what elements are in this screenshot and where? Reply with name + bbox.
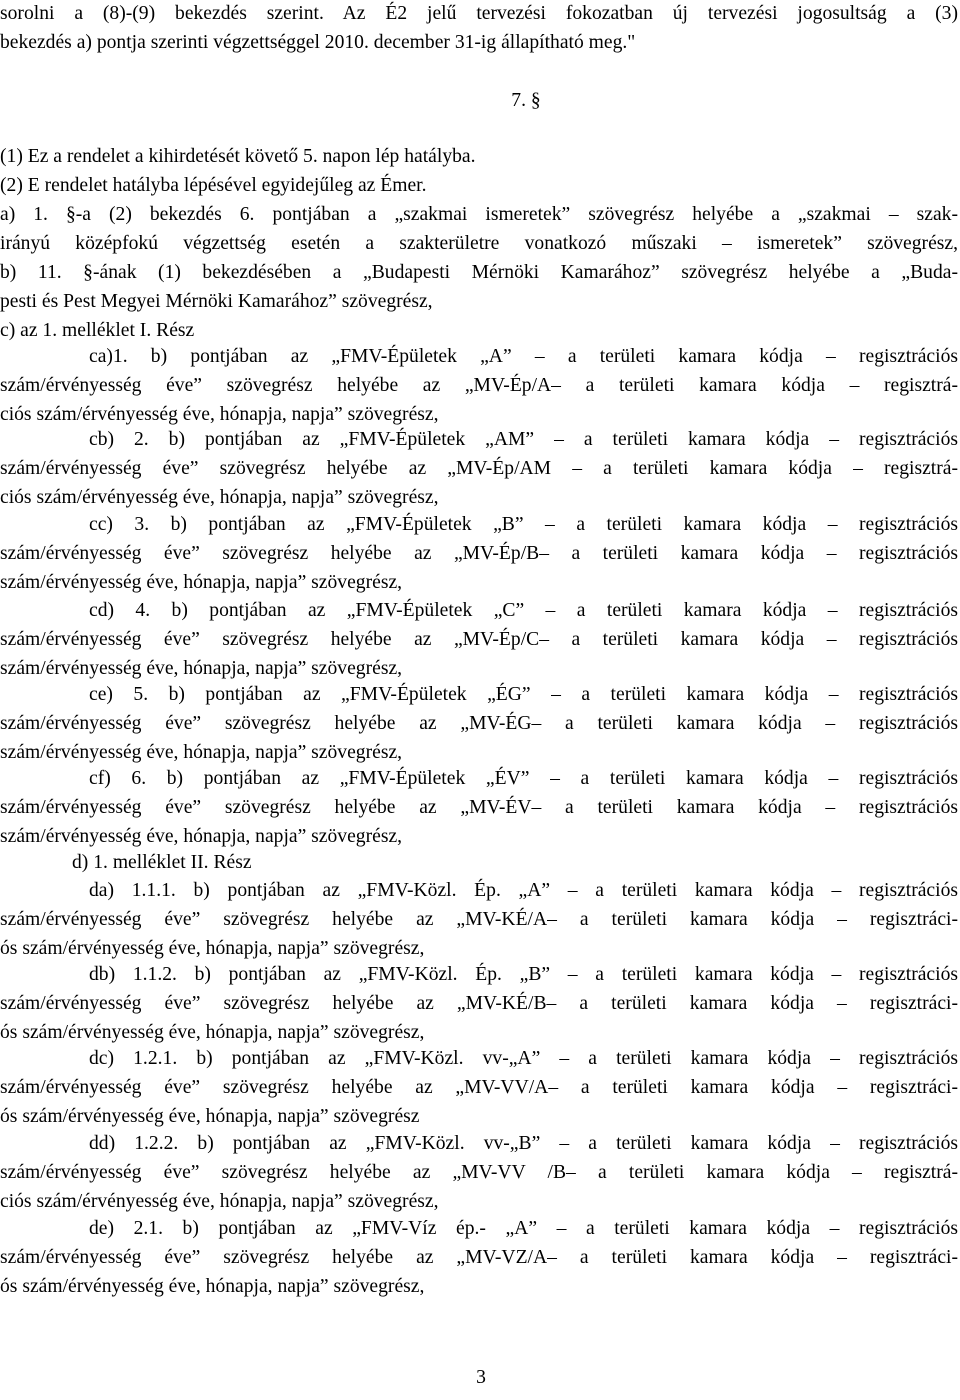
text-line: ca)1. b) pontjában az „FMV-Épületek „A” – a területi kamara kódja – regisztrációs: [89, 346, 958, 367]
subitem-dd: [0, 1129, 958, 1217]
text-line: pesti és Pest Megyei Mérnöki Kamarához” szövegrész,: [0, 291, 433, 313]
text-line: szám/érvényesség éve” szövegrész helyébe az „MV-ÉG– a területi kamara kódja – regisztrációs: [0, 713, 958, 735]
subitem-cd: [0, 596, 958, 684]
text-line: szám/érvényesség éve” szövegrész helyébe az „MV-Ép/AM – a területi kamara kódja – regisztrá-: [0, 458, 958, 480]
subitem-cc: [0, 510, 958, 598]
text-line: szám/érvényesség éve, hónapja, napja” szövegrész,: [0, 826, 403, 848]
subitem-de: [0, 1214, 958, 1302]
text-line: c) az 1. melléklet I. Rész: [0, 320, 195, 341]
text-line: ciós szám/érvényesség éve, hónapja, napja” szövegrész,: [0, 1191, 439, 1213]
text-line: ce) 5. b) pontjában az „FMV-Épületek „ÉG” – a területi kamara kódja – regisztrációs: [89, 684, 958, 705]
text-line: ós szám/érvényesség éve, hónapja, napja” szövegrész,: [0, 1276, 425, 1298]
intro-paragraph: [0, 0, 958, 57]
text-line: cb) 2. b) pontjában az „FMV-Épületek „AM” – a területi kamara kódja – regisztrációs: [89, 429, 958, 450]
text-line: szám/érvényesség éve” szövegrész helyébe az „MV-Ép/A– a területi kamara kódja – regisztrá-: [0, 375, 958, 397]
text-line: dd) 1.2.2. b) pontjában az „FMV-Közl. vv-„B” – a területi kamara kódja – regisztrációs: [89, 1133, 958, 1154]
subitem-cf: [0, 764, 958, 852]
text-line: szám/érvényesség éve, hónapja, napja” szövegrész,: [0, 658, 403, 680]
text-line: szám/érvényesség éve” szövegrész helyébe az „MV-Ép/C– a területi kamara kódja – regisztrációs: [0, 629, 958, 651]
text-line: de) 2.1. b) pontjában az „FMV-Víz ép.- „A” – a területi kamara kódja – regisztrációs: [89, 1218, 958, 1239]
text-line: szám/érvényesség éve” szövegrész helyébe az „MV-VV /B– a területi kamara kódja – regisztrá-: [0, 1162, 958, 1184]
paragraph-1: [0, 142, 958, 171]
text-line: cd) 4. b) pontjában az „FMV-Épületek „C” – a területi kamara kódja – regisztrációs: [89, 600, 958, 621]
item-c: [0, 316, 958, 345]
item-d: [0, 848, 958, 877]
item-a: [0, 200, 958, 258]
text-line: bekezdés a) pontja szerinti végzettséggel 2010. december 31-ig állapítható meg.": [0, 32, 636, 54]
subitem-db: [0, 960, 958, 1048]
text-line: szám/érvényesség éve” szövegrész helyébe az „MV-KÉ/B– a területi kamara kódja – regisztráci-: [0, 993, 958, 1015]
text-line: sorolni a (8)-(9) bekezdés szerint. Az É2 jelű tervezési fokozatban új tervezési jogosultság a (3): [0, 3, 958, 24]
text-line: szám/érvényesség éve, hónapja, napja” szövegrész,: [0, 572, 403, 594]
subitem-ce: [0, 680, 958, 768]
text-line: dc) 1.2.1. b) pontjában az „FMV-Közl. vv-„A” – a területi kamara kódja – regisztrációs: [89, 1048, 958, 1069]
text-line: (1) Ez a rendelet a kihirdetését követő 5. napon lép hatályba.: [0, 146, 476, 167]
text-line: ciós szám/érvényesség éve, hónapja, napja” szövegrész,: [0, 404, 439, 426]
text-line: szám/érvényesség éve” szövegrész helyébe az „MV-VV/A– a területi kamara kódja – regisztráci-: [0, 1077, 958, 1099]
text-line: cf) 6. b) pontjában az „FMV-Épületek „ÉV” – a területi kamara kódja – regisztrációs: [89, 768, 958, 789]
text-line: ós szám/érvényesség éve, hónapja, napja” szövegrész,: [0, 1022, 425, 1044]
text-line: (2) E rendelet hatályba lépésével egyidejűleg az Émer.: [0, 175, 427, 196]
page-number: 3: [476, 1367, 486, 1388]
text-line: ós szám/érvényesség éve, hónapja, napja” szövegrész: [0, 1106, 420, 1128]
text-line: szám/érvényesség éve” szövegrész helyébe az „MV-VZ/A– a területi kamara kódja – regisztráci-: [0, 1247, 958, 1269]
text-line: ós szám/érvényesség éve, hónapja, napja” szövegrész,: [0, 938, 425, 960]
text-line: szám/érvényesség éve” szövegrész helyébe az „MV-Ép/B– a területi kamara kódja – regisztrációs: [0, 543, 958, 565]
text-line: szám/érvényesség éve” szövegrész helyébe az „MV-KÉ/A– a területi kamara kódja – regisztráci-: [0, 909, 958, 931]
text-line: irányú középfokú végzettség esetén a szakterületre vonatkozó műszaki – ismeretek” szövegrész,: [0, 233, 958, 255]
text-line: d) 1. melléklet II. Rész: [72, 852, 252, 873]
text-line: da) 1.1.1. b) pontjában az „FMV-Közl. Ép. „A” – a területi kamara kódja – regisztrációs: [89, 880, 958, 901]
text-line: a) 1. §-a (2) bekezdés 6. pontjában a „szakmai ismeretek” szövegrész helyébe a „szakmai – szak-: [0, 204, 958, 225]
item-b: [0, 258, 958, 316]
text-line: szám/érvényesség éve” szövegrész helyébe az „MV-ÉV– a területi kamara kódja – regisztrációs: [0, 797, 958, 819]
text-line: b) 11. §-ának (1) bekezdésében a „Budapesti Mérnöki Kamarához” szövegrész helyébe a „Buda-: [0, 262, 958, 283]
subitem-cb: [0, 425, 958, 513]
paragraph-2: [0, 171, 958, 200]
text-line: ciós szám/érvényesség éve, hónapja, napja” szövegrész,: [0, 487, 439, 509]
subitem-da: [0, 876, 958, 964]
text-line: db) 1.1.2. b) pontjában az „FMV-Közl. Ép. „B” – a területi kamara kódja – regisztrációs: [89, 964, 958, 985]
section-heading: 7. §: [511, 90, 541, 111]
text-line: szám/érvényesség éve, hónapja, napja” szövegrész,: [0, 742, 403, 764]
text-line: cc) 3. b) pontjában az „FMV-Épületek „B” – a területi kamara kódja – regisztrációs: [89, 514, 958, 535]
subitem-dc: [0, 1044, 958, 1132]
subitem-ca: [0, 342, 958, 430]
